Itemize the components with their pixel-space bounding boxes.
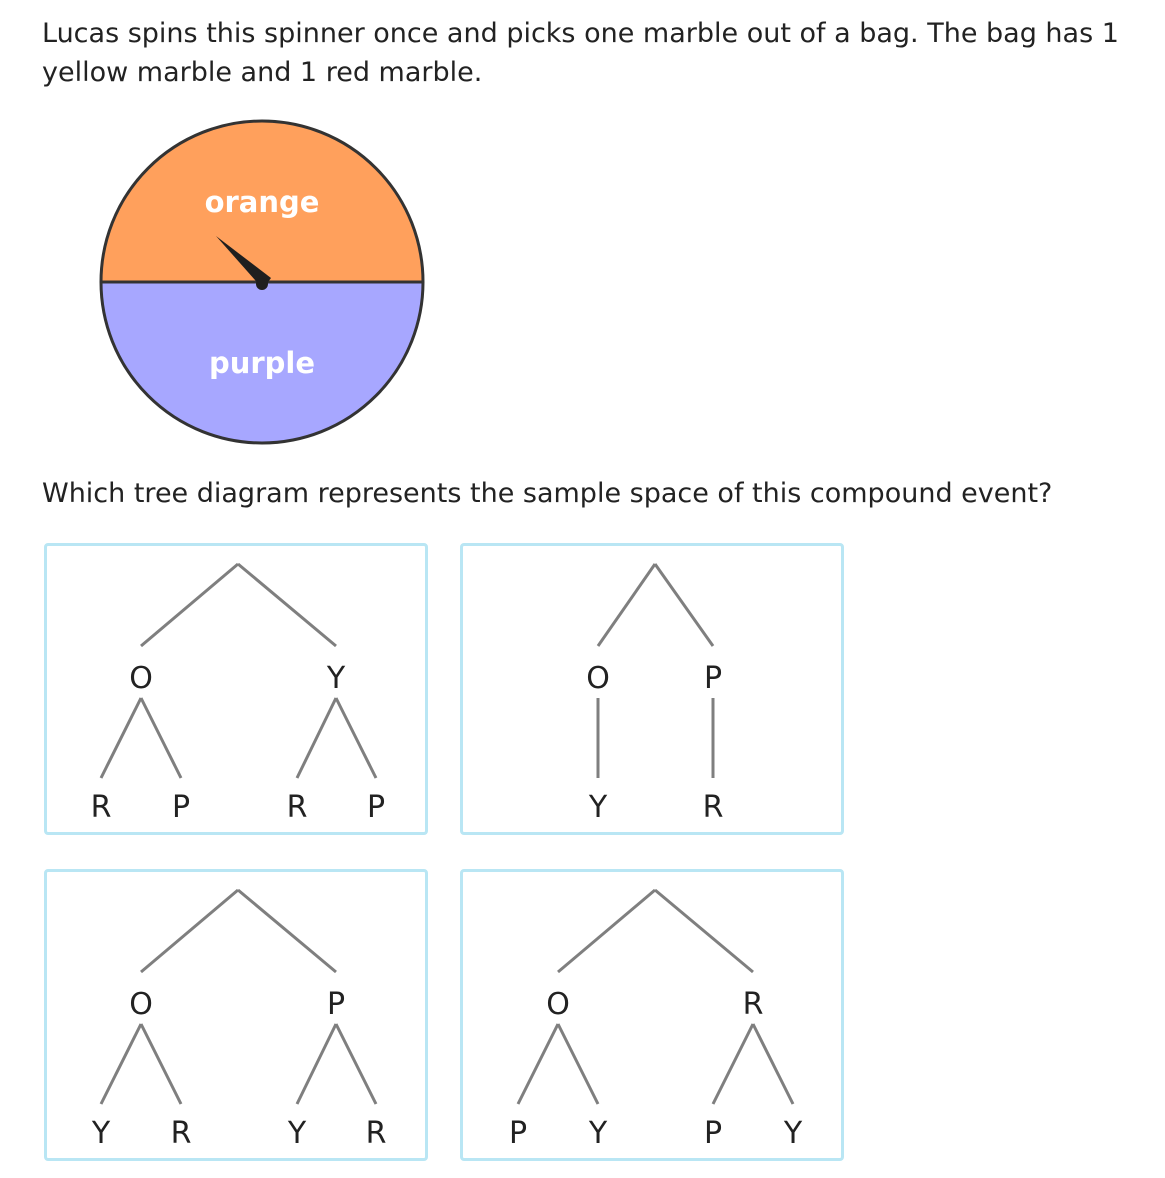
tree-c-leaf-3: Y	[287, 1116, 307, 1151]
tree-a-leaf-3: R	[286, 790, 308, 825]
tree-a-level1-node-1: O	[129, 661, 153, 696]
tree-c-leaf-4: R	[365, 1116, 387, 1151]
spinner	[96, 117, 428, 449]
tree-a-level1-node-2: Y	[326, 661, 346, 696]
answer-choice-b[interactable]	[460, 543, 844, 835]
tree-diagram-d	[463, 872, 841, 1158]
tree-diagram-c	[47, 872, 425, 1158]
answer-choice-d[interactable]	[460, 869, 844, 1161]
prompt-text: Which tree diagram represents the sample space of this compound event?	[42, 478, 1053, 509]
tree-c-level1-node-2: P	[326, 987, 346, 1022]
tree-b-level1-node-1: O	[586, 661, 610, 696]
tree-d-leaf-2: Y	[588, 1116, 608, 1151]
tree-b-leaf-2: R	[702, 790, 724, 825]
tree-a-leaf-1: R	[90, 790, 112, 825]
tree-d-level1-node-2: R	[742, 987, 764, 1022]
answer-choice-a[interactable]	[44, 543, 428, 835]
tree-b-level1-node-2: P	[703, 661, 723, 696]
answer-choice-c[interactable]	[44, 869, 428, 1161]
tree-c-level1-node-1: O	[129, 987, 153, 1022]
tree-diagram-b	[463, 546, 841, 832]
tree-a-leaf-2: P	[171, 790, 191, 825]
tree-d-leaf-3: P	[703, 1116, 723, 1151]
tree-b-leaf-1: Y	[588, 790, 608, 825]
question-text: Lucas spins this spinner once and picks one marble out of a bag. The bag has 1 yellow marble and 1 red marble.	[42, 18, 1119, 88]
tree-a-leaf-4: P	[366, 790, 386, 825]
spinner-label-orange: orange	[204, 185, 320, 219]
tree-d-leaf-4: Y	[783, 1116, 803, 1151]
tree-diagram-a	[47, 546, 425, 832]
tree-c-leaf-1: Y	[91, 1116, 111, 1151]
tree-d-level1-node-1: O	[546, 987, 570, 1022]
spinner-label-purple: purple	[208, 346, 316, 380]
tree-d-leaf-1: P	[508, 1116, 528, 1151]
tree-c-leaf-2: R	[170, 1116, 192, 1151]
